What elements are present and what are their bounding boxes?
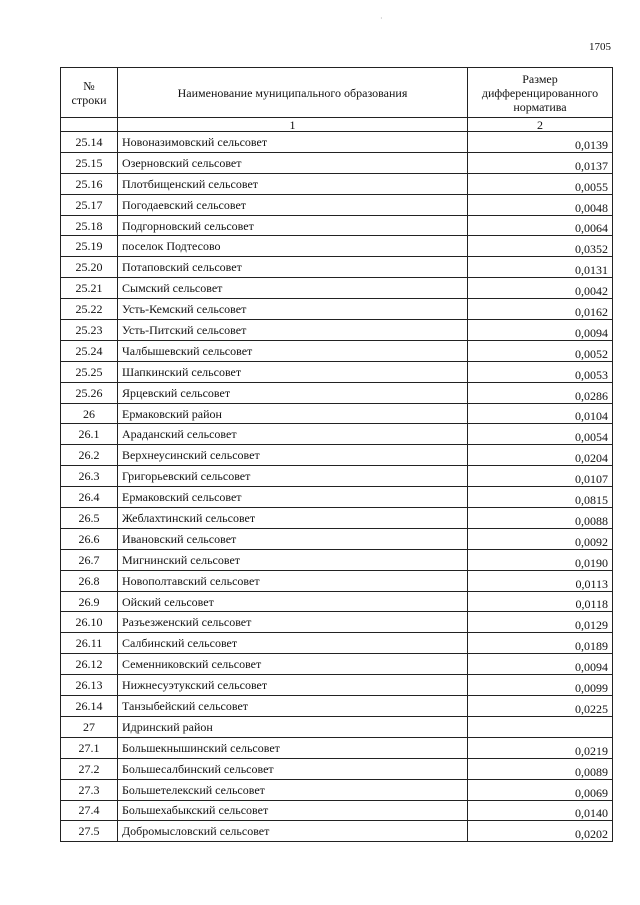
row-municipality-name: Идринский район	[118, 716, 468, 737]
row-municipality-name: Жеблахтинский сельсовет	[118, 508, 468, 529]
row-municipality-name: Усть-Кемский сельсовет	[118, 299, 468, 320]
table-row	[61, 466, 613, 487]
row-code: 25.22	[61, 299, 118, 320]
table-row	[61, 152, 613, 173]
table-row	[61, 194, 613, 215]
row-code: 25.15	[61, 152, 118, 173]
row-code: 25.24	[61, 340, 118, 361]
row-code: 25.18	[61, 215, 118, 236]
row-normative-value: 0,0113	[468, 570, 613, 591]
table-row	[61, 508, 613, 529]
row-code: 26.4	[61, 487, 118, 508]
row-municipality-name: Усть-Питский сельсовет	[118, 320, 468, 341]
row-normative-value: 0,0094	[468, 320, 613, 341]
row-municipality-name: Подгорновский сельсовет	[118, 215, 468, 236]
column-number-2: 2	[468, 118, 613, 132]
row-municipality-name: Григорьевский сельсовет	[118, 466, 468, 487]
table-row	[61, 716, 613, 737]
row-normative-value: 0,0352	[468, 236, 613, 257]
table-body	[61, 118, 613, 842]
row-municipality-name: Новоназимовский сельсовет	[118, 132, 468, 153]
row-municipality-name: Ойский сельсовет	[118, 591, 468, 612]
table-row	[61, 612, 613, 633]
row-normative-value: 0,0053	[468, 361, 613, 382]
row-normative-value: 0,0088	[468, 508, 613, 529]
row-code: 26.13	[61, 675, 118, 696]
row-normative-value: 0,0069	[468, 779, 613, 800]
table-row	[61, 236, 613, 257]
table-row	[61, 257, 613, 278]
row-municipality-name: Ермаковский район	[118, 403, 468, 424]
row-normative-value: 0,0140	[468, 800, 613, 821]
row-municipality-name: Погодаевский сельсовет	[118, 194, 468, 215]
table-row	[61, 382, 613, 403]
row-normative-value: 0,0048	[468, 194, 613, 215]
row-municipality-name: Танзыбейский сельсовет	[118, 696, 468, 717]
row-normative-value: 0,0189	[468, 633, 613, 654]
table-row	[61, 278, 613, 299]
row-code: 27.2	[61, 758, 118, 779]
row-normative-value: 0,0118	[468, 591, 613, 612]
table-row	[61, 132, 613, 153]
table-row	[61, 403, 613, 424]
row-municipality-name: Добромысловский сельсовет	[118, 821, 468, 842]
row-municipality-name: Большекнышинский сельсовет	[118, 737, 468, 758]
row-code: 25.14	[61, 132, 118, 153]
table-row	[61, 445, 613, 466]
table-row	[61, 633, 613, 654]
row-code: 26.9	[61, 591, 118, 612]
row-normative-value: 0,0064	[468, 215, 613, 236]
row-normative-value: 0,0190	[468, 549, 613, 570]
row-code: 26.5	[61, 508, 118, 529]
stray-mark: ·	[380, 14, 383, 23]
row-normative-value: 0,0094	[468, 654, 613, 675]
row-municipality-name: Ермаковский сельсовет	[118, 487, 468, 508]
row-normative-value: 0,0286	[468, 382, 613, 403]
row-normative-value: 0,0225	[468, 696, 613, 717]
row-code: 26.8	[61, 570, 118, 591]
row-normative-value: 0,0042	[468, 278, 613, 299]
row-code: 26.2	[61, 445, 118, 466]
row-code: 26.12	[61, 654, 118, 675]
row-code: 25.23	[61, 320, 118, 341]
row-municipality-name: Ивановский сельсовет	[118, 528, 468, 549]
row-code: 27.3	[61, 779, 118, 800]
row-code: 25.25	[61, 361, 118, 382]
table-row	[61, 779, 613, 800]
table-row	[61, 299, 613, 320]
row-normative-value: 0,0092	[468, 528, 613, 549]
row-normative-value	[468, 716, 613, 737]
row-code: 27.1	[61, 737, 118, 758]
row-municipality-name: Верхнеусинский сельсовет	[118, 445, 468, 466]
row-code: 26.7	[61, 549, 118, 570]
table-row	[61, 696, 613, 717]
row-code: 26.1	[61, 424, 118, 445]
table-row	[61, 821, 613, 842]
row-code: 25.16	[61, 173, 118, 194]
row-municipality-name: Салбинский сельсовет	[118, 633, 468, 654]
table-row	[61, 675, 613, 696]
row-municipality-name: Чалбышевский сельсовет	[118, 340, 468, 361]
row-code: 27	[61, 716, 118, 737]
table-row	[61, 654, 613, 675]
table-row	[61, 361, 613, 382]
table-row	[61, 424, 613, 445]
row-normative-value: 0,0054	[468, 424, 613, 445]
table-row	[61, 173, 613, 194]
header-normative-size: Размер дифференцированного норматива	[468, 68, 613, 118]
table-row	[61, 215, 613, 236]
row-municipality-name: Мигнинский сельсовет	[118, 549, 468, 570]
row-municipality-name: Новополтавский сельсовет	[118, 570, 468, 591]
row-municipality-name: Араданский сельсовет	[118, 424, 468, 445]
row-municipality-name: Ярцевский сельсовет	[118, 382, 468, 403]
row-code: 25.19	[61, 236, 118, 257]
row-normative-value: 0,0204	[468, 445, 613, 466]
row-municipality-name: Нижнесуэтукский сельсовет	[118, 675, 468, 696]
table-row	[61, 549, 613, 570]
table-row	[61, 758, 613, 779]
table-row	[61, 487, 613, 508]
row-normative-value: 0,0129	[468, 612, 613, 633]
row-code: 26.14	[61, 696, 118, 717]
row-municipality-name: Большехабыкский сельсовет	[118, 800, 468, 821]
row-normative-value: 0,0107	[468, 466, 613, 487]
column-number-row	[61, 118, 613, 132]
row-municipality-name: Разъезженский сельсовет	[118, 612, 468, 633]
row-municipality-name: Озерновский сельсовет	[118, 152, 468, 173]
row-code: 25.26	[61, 382, 118, 403]
column-number-0	[61, 118, 118, 132]
header-municipality-name: Наименование муниципального образования	[118, 68, 468, 118]
row-normative-value: 0,0815	[468, 487, 613, 508]
table-row	[61, 591, 613, 612]
normatives-table	[60, 67, 613, 842]
row-normative-value: 0,0131	[468, 257, 613, 278]
row-normative-value: 0,0139	[468, 132, 613, 153]
row-code: 25.20	[61, 257, 118, 278]
column-number-1: 1	[118, 118, 468, 132]
row-normative-value: 0,0055	[468, 173, 613, 194]
table-row	[61, 800, 613, 821]
row-municipality-name: Потаповский сельсовет	[118, 257, 468, 278]
table-row	[61, 570, 613, 591]
table-row	[61, 340, 613, 361]
row-municipality-name: Большесалбинский сельсовет	[118, 758, 468, 779]
table-row	[61, 528, 613, 549]
row-normative-value: 0,0162	[468, 299, 613, 320]
row-municipality-name: Семенниковский сельсовет	[118, 654, 468, 675]
row-municipality-name: Большетелекский сельсовет	[118, 779, 468, 800]
row-municipality-name: Шапкинский сельсовет	[118, 361, 468, 382]
row-code: 26.6	[61, 528, 118, 549]
row-normative-value: 0,0089	[468, 758, 613, 779]
row-code: 27.5	[61, 821, 118, 842]
row-normative-value: 0,0219	[468, 737, 613, 758]
row-normative-value: 0,0202	[468, 821, 613, 842]
table-header-row	[61, 68, 613, 118]
row-code: 26.10	[61, 612, 118, 633]
row-code: 26.3	[61, 466, 118, 487]
row-normative-value: 0,0104	[468, 403, 613, 424]
row-code: 26.11	[61, 633, 118, 654]
table-row	[61, 320, 613, 341]
row-municipality-name: Плотбищенский сельсовет	[118, 173, 468, 194]
row-code: 25.21	[61, 278, 118, 299]
row-normative-value: 0,0052	[468, 340, 613, 361]
row-code: 25.17	[61, 194, 118, 215]
row-code: 27.4	[61, 800, 118, 821]
row-municipality-name: Сымский сельсовет	[118, 278, 468, 299]
row-municipality-name: поселок Подтесово	[118, 236, 468, 257]
table-row	[61, 737, 613, 758]
row-normative-value: 0,0099	[468, 675, 613, 696]
row-code: 26	[61, 403, 118, 424]
row-normative-value: 0,0137	[468, 152, 613, 173]
header-row-number: № строки	[61, 68, 118, 118]
page-number: 1705	[589, 41, 611, 53]
